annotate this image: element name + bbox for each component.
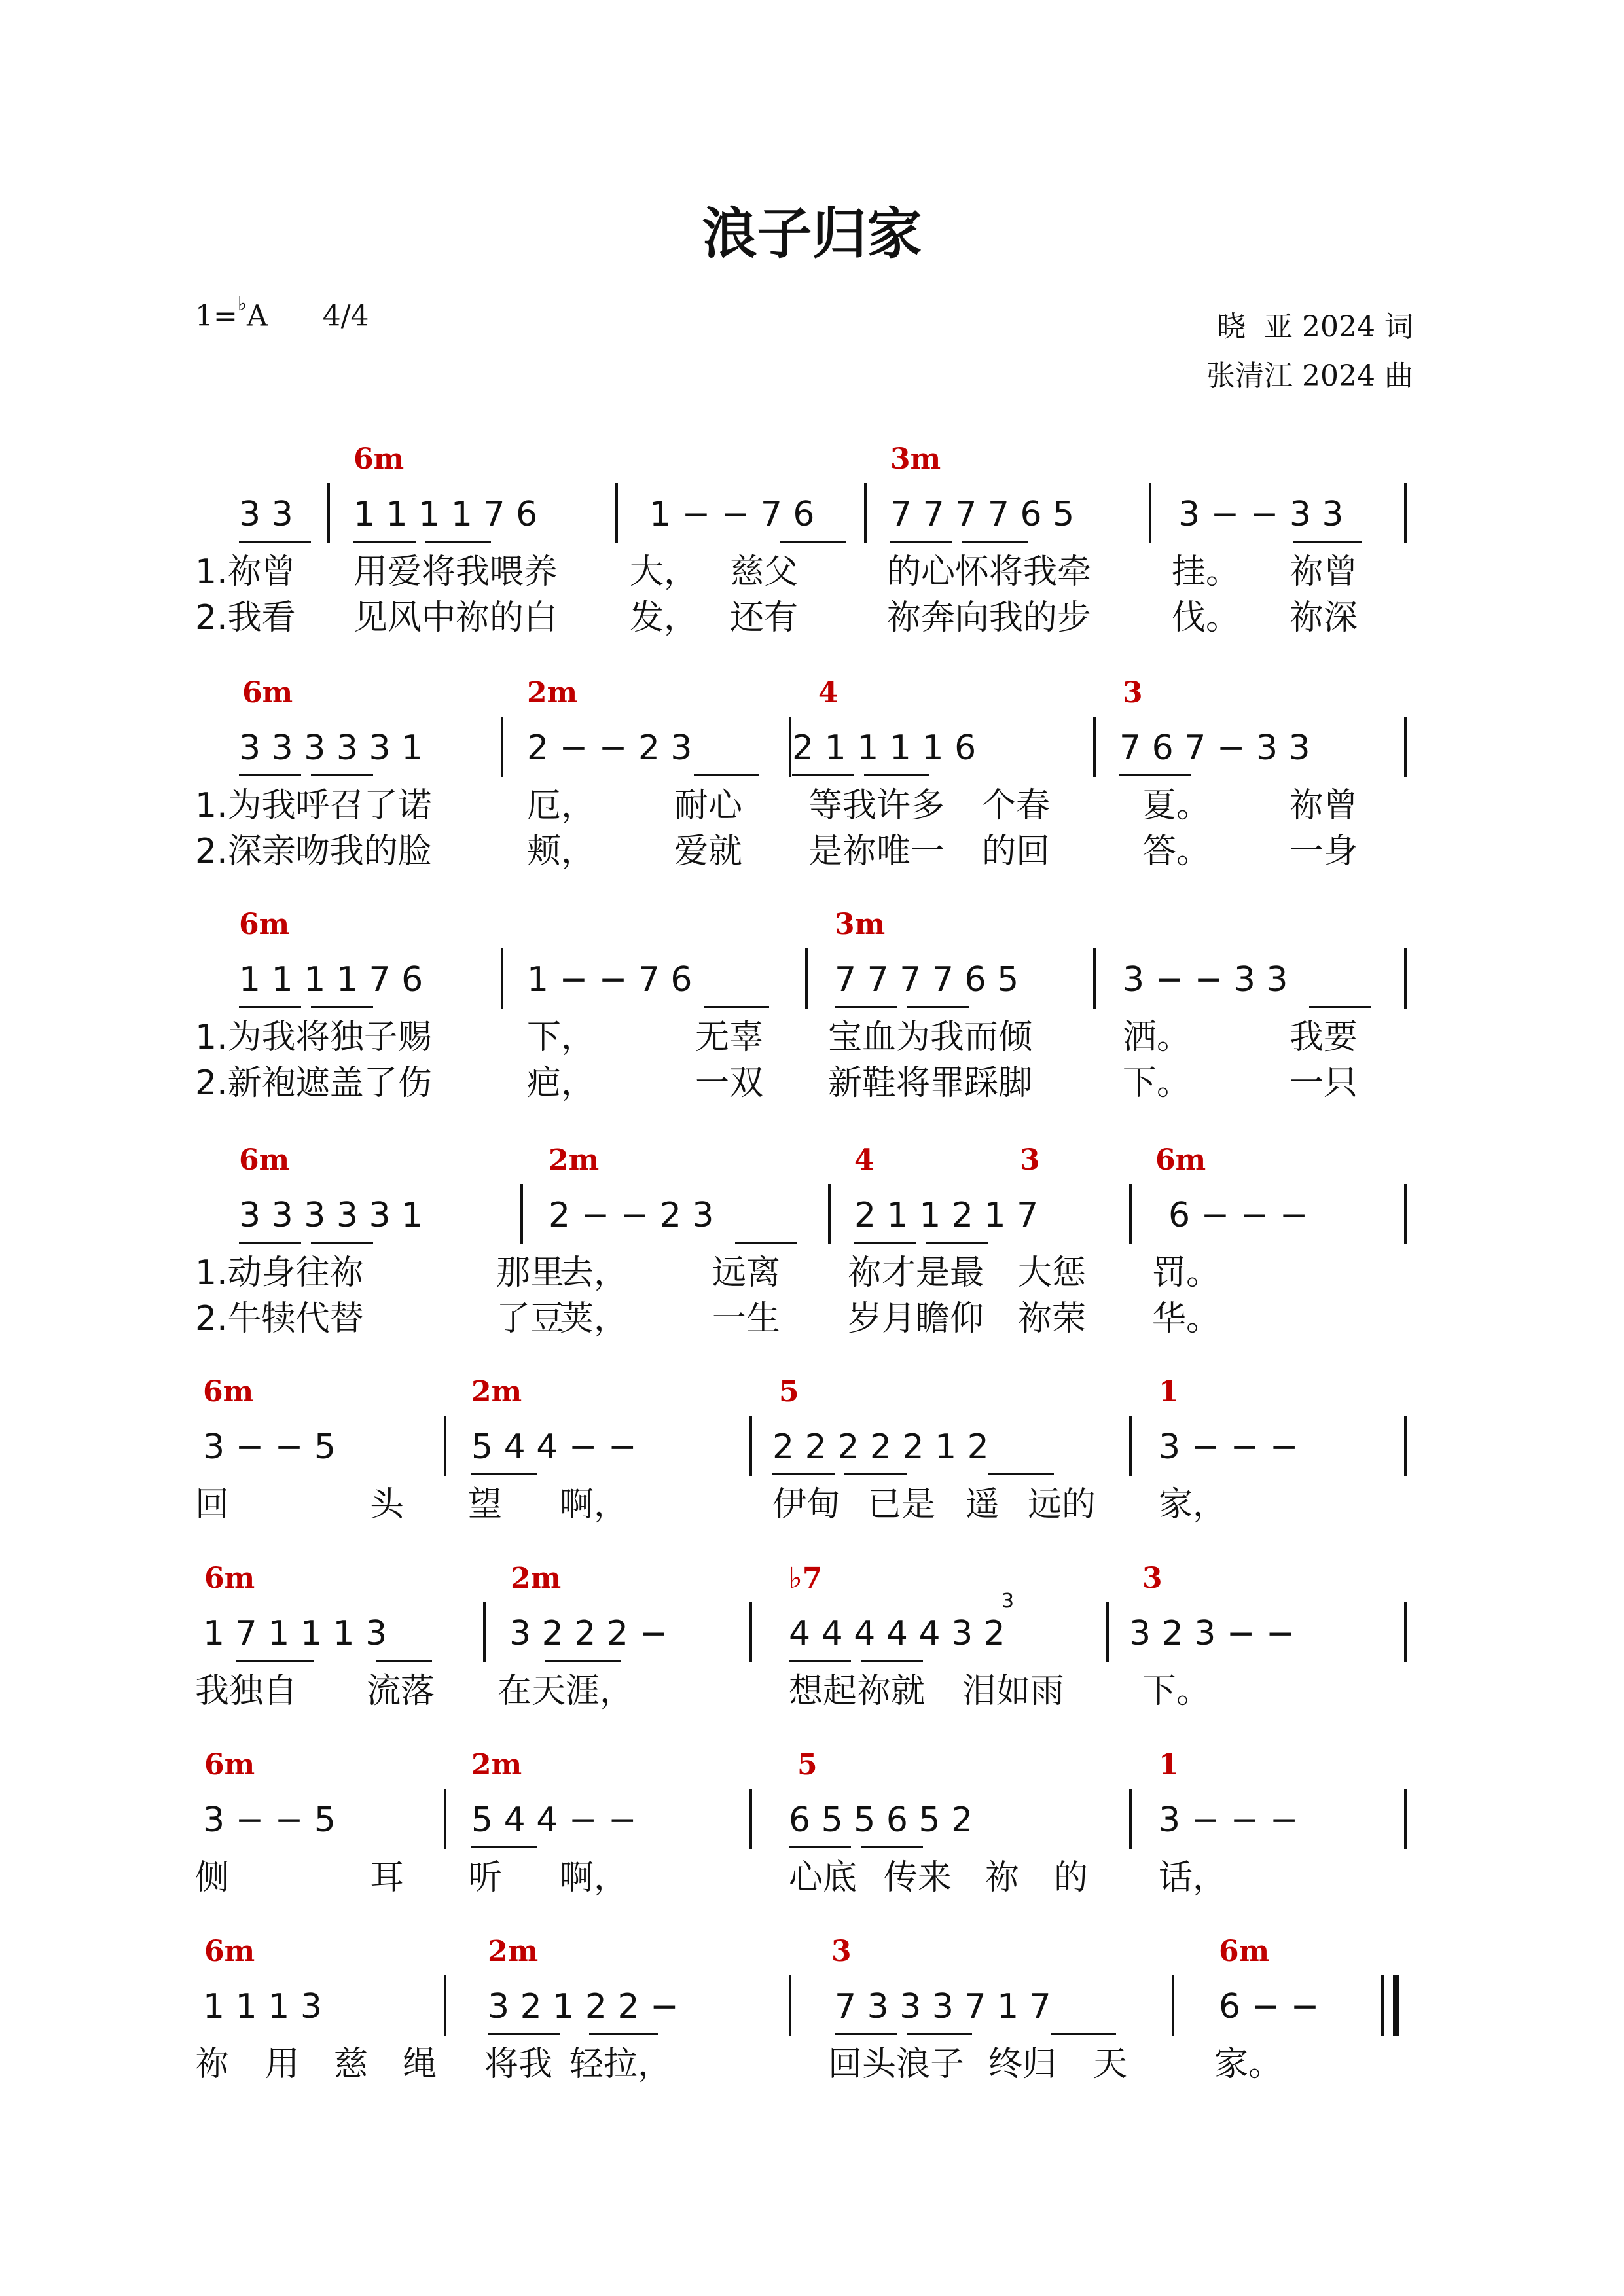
bar-line [1106, 1602, 1109, 1662]
lyric-syllable: 远的 [1028, 1485, 1096, 1524]
note-group: 5 4 4 − − [471, 1801, 637, 1840]
note-group: 7 6 7 − 3 3 [1119, 728, 1310, 768]
lyric-syllable: 啊， [560, 1858, 628, 1897]
lyric-syllable: 祢才是最 [848, 1253, 984, 1293]
note-group: 1 1 1 1 7 6 [353, 495, 538, 534]
lyric-syllable: 侧 [195, 1858, 230, 1897]
lyric-syllable: 天 [1093, 2045, 1128, 2084]
lyric-syllable: 想起祢就 [789, 1672, 926, 1711]
bar-line [1404, 717, 1407, 777]
bar-line [1404, 948, 1407, 1009]
note-group: 3 3 3 3 3 1 [239, 1196, 424, 1235]
beam-underline [1309, 1006, 1371, 1008]
beam-underline [239, 541, 311, 543]
beam-underline [1293, 541, 1362, 543]
chord-symbol: 4 [854, 1143, 875, 1177]
lyric-syllable: 伊甸 [772, 1485, 841, 1524]
note-group: 1 7 1 1 1 3 [203, 1614, 388, 1653]
beam-underline [926, 1242, 988, 1244]
lyric-syllable: 下。 [1142, 1672, 1211, 1711]
beam-underline [471, 1473, 537, 1475]
lyric-syllable: 见风中祢的白 [353, 598, 558, 637]
chord-symbol: 5 [797, 1748, 818, 1782]
lyric-syllable: 听 [468, 1858, 503, 1897]
lyric-syllable: 下。 [1123, 1064, 1191, 1103]
lyric-syllable: 2.新袍遮盖了伤 [195, 1064, 432, 1103]
beam-underline [471, 1846, 537, 1848]
bar-line [828, 1184, 831, 1244]
lyric-syllable: 个春 [982, 786, 1051, 825]
lyric-syllable: 岁月瞻仰 [848, 1299, 984, 1338]
chord-symbol: 6m [203, 1375, 254, 1408]
bar-line [1393, 1975, 1399, 2036]
chord-symbol: 2m [471, 1748, 522, 1782]
note-group: 1 − − 7 6 [649, 495, 815, 534]
beam-underline [311, 774, 373, 776]
beam-underline [861, 1660, 923, 1662]
lyric-syllable: 1.祢曾 [195, 552, 296, 592]
note-group: 3 − − 3 3 [1123, 960, 1288, 999]
lyric-syllable: 终归 [988, 2045, 1057, 2084]
beam-underline [789, 1846, 851, 1848]
bar-line [1404, 483, 1407, 543]
beam-underline [704, 1006, 769, 1008]
chord-symbol: 3 [1142, 1562, 1163, 1595]
beam-underline [844, 1473, 907, 1475]
lyric-syllable: 1.为我呼召了诺 [195, 786, 432, 825]
lyric-syllable: 祢奔向我的步 [887, 598, 1092, 637]
lyric-syllable: 流落 [367, 1672, 435, 1711]
lyric-syllable: 祢深 [1290, 598, 1358, 637]
lyric-syllable: 一身 [1290, 832, 1358, 871]
lyric-syllable: 2.我看 [195, 598, 296, 637]
note-group: 5 4 4 − − [471, 1427, 637, 1467]
beam-underline [488, 2033, 560, 2035]
note-group: 3 − − − [1159, 1801, 1299, 1840]
bar-line [805, 948, 808, 1009]
beam-underline [694, 774, 759, 776]
lyric-syllable: 祢 [195, 2045, 230, 2084]
beam-underline [780, 541, 846, 543]
lyricist-credit: 晓 亚 2024 词 [1217, 310, 1413, 344]
lyric-syllable: 头 [370, 1485, 405, 1524]
lyric-syllable: 的回 [982, 832, 1051, 871]
time-signature: 4/4 [322, 299, 369, 333]
beam-underline [907, 1006, 969, 1008]
lyric-syllable: 厄， [527, 786, 596, 825]
bar-line [1129, 1416, 1132, 1476]
chord-symbol: 3 [831, 1935, 852, 1968]
bar-line [1404, 1416, 1407, 1476]
chord-symbol: 1 [1159, 1375, 1179, 1408]
beam-underline [589, 2033, 658, 2035]
lyric-syllable: 1.为我将独子赐 [195, 1018, 432, 1057]
beam-underline [861, 1846, 923, 1848]
lyric-syllable: 夏。 [1142, 786, 1211, 825]
beam-underline [376, 1660, 432, 1662]
chord-symbol: 6m [353, 442, 405, 476]
chord-symbol: 6m [239, 908, 290, 941]
bar-line [1149, 483, 1151, 543]
bar-line [444, 1789, 446, 1849]
final-bar-line [1381, 1975, 1384, 2036]
lyric-syllable: 轻拉， [569, 2045, 672, 2084]
lyric-syllable: 我独自 [195, 1672, 298, 1711]
lyric-syllable: 远离 [712, 1253, 781, 1293]
beam-underline [962, 541, 1028, 543]
note-group: 1 1 1 1 7 6 [239, 960, 424, 999]
bar-line [749, 1416, 752, 1476]
chord-symbol: 5 [779, 1375, 799, 1408]
note-group: 3 3 3 3 3 1 [239, 728, 424, 768]
lyric-syllable: 一生 [712, 1299, 781, 1338]
bar-line [1404, 1789, 1407, 1849]
bar-line [1129, 1184, 1132, 1244]
bar-line [789, 717, 791, 777]
chord-symbol: 3m [835, 908, 886, 941]
beam-underline [239, 1006, 301, 1008]
lyric-syllable: 回头浪子 [828, 2045, 965, 2084]
chord-symbol: ♭7 [789, 1562, 823, 1595]
beam-underline [854, 1242, 916, 1244]
chord-symbol: 3m [890, 442, 941, 476]
bar-line [615, 483, 618, 543]
beam-underline [907, 2033, 972, 2035]
lyric-syllable: 传来 [884, 1858, 952, 1897]
lyric-syllable: 家， [1159, 1485, 1227, 1524]
lyric-syllable: 伐。 [1172, 598, 1240, 637]
beam-underline [835, 2033, 897, 2035]
chord-symbol: 2m [488, 1935, 539, 1968]
lyric-syllable: 颊， [527, 832, 596, 871]
lyric-syllable: 2.深亲吻我的脸 [195, 832, 432, 871]
chord-symbol: 6m [204, 1562, 255, 1595]
bar-line [444, 1416, 446, 1476]
beam-underline [311, 1242, 373, 1244]
note-group: 2 − − 2 3 [549, 1196, 714, 1235]
composer-credit: 张清江 2024 曲 [1206, 359, 1413, 393]
lyric-syllable: 无辜 [695, 1018, 764, 1057]
lyric-syllable: 等我许多 [808, 786, 945, 825]
bar-line [749, 1602, 752, 1662]
note-group: 7 3 3 3 7 1 7 [835, 1987, 1051, 2026]
lyric-syllable: 疤， [527, 1064, 596, 1103]
beam-underline [864, 774, 929, 776]
lyric-syllable: 的心怀将我牵 [887, 552, 1092, 592]
note-group: 1 1 1 3 [203, 1987, 322, 2026]
lyric-syllable: 我要 [1290, 1018, 1358, 1057]
lyric-syllable: 用 [265, 2045, 300, 2084]
note-group: 7 7 7 7 6 5 [890, 495, 1075, 534]
chord-symbol: 3 [1020, 1143, 1040, 1177]
note-group: 3 − − 3 3 [1178, 495, 1344, 534]
beam-underline [239, 774, 301, 776]
lyric-syllable: 心底 [789, 1858, 857, 1897]
lyric-syllable: 泪如雨 [962, 1672, 1065, 1711]
lyric-syllable: 还有 [730, 598, 799, 637]
lyric-syllable: 洒。 [1123, 1018, 1191, 1057]
bar-line [501, 717, 503, 777]
bar-line [1093, 717, 1096, 777]
bar-line [1129, 1789, 1132, 1849]
beam-underline [545, 1660, 621, 1662]
chord-symbol: 6m [1219, 1935, 1270, 1968]
lyric-syllable: 2.牛犊代替 [195, 1299, 364, 1338]
lyric-syllable: 是祢唯一 [808, 832, 945, 871]
beam-underline [239, 1242, 301, 1244]
note-group: 3 − − 5 [203, 1427, 336, 1467]
note-group: 7 7 7 7 6 5 [835, 960, 1019, 999]
lyric-syllable: 华。 [1152, 1299, 1221, 1338]
lyric-syllable: 大， [630, 552, 698, 592]
lyric-syllable: 祢荣 [1018, 1299, 1087, 1338]
beam-underline [789, 1660, 851, 1662]
lyric-syllable: 慈 [334, 2045, 369, 2084]
lyric-syllable: 遥 [965, 1485, 1000, 1524]
chord-symbol: 2m [471, 1375, 522, 1408]
beam-underline [890, 541, 952, 543]
lyric-syllable: 荚， [560, 1299, 628, 1338]
bar-line [444, 1975, 446, 2036]
beam-underline [772, 1473, 835, 1475]
bar-line [483, 1602, 486, 1662]
beam-underline [1051, 2033, 1116, 2035]
bar-line [864, 483, 867, 543]
lyric-syllable: 话， [1159, 1858, 1227, 1897]
chord-symbol: 2m [527, 676, 578, 709]
note-group: 6 5 5 6 5 2 [789, 1801, 973, 1840]
note-group: 2 − − 2 3 [527, 728, 693, 768]
lyric-syllable: 回 [195, 1485, 230, 1524]
note-group: 3 2 2 2 − [509, 1614, 668, 1653]
lyric-syllable: 去， [560, 1253, 628, 1293]
lyric-syllable: 答。 [1142, 832, 1211, 871]
lyric-syllable: 耐心 [674, 786, 743, 825]
song-title: 浪子归家 [702, 202, 922, 266]
bar-line [1093, 948, 1096, 1009]
beam-underline [988, 1473, 1054, 1475]
chord-symbol: 3 [1123, 676, 1143, 709]
bar-line [520, 1184, 523, 1244]
lyric-syllable: 在天涯， [497, 1672, 634, 1711]
note-group: 3 3 [239, 495, 293, 534]
lyric-syllable: 已是 [867, 1485, 936, 1524]
lyric-syllable: 耳 [370, 1858, 405, 1897]
lyric-syllable: 啊， [560, 1485, 628, 1524]
note-group: 2 1 1 1 1 6 [792, 728, 977, 768]
bar-line [1404, 1184, 1407, 1244]
beam-underline [236, 1660, 314, 1662]
lyric-syllable: 祢 [985, 1858, 1020, 1897]
lyric-syllable: 罚。 [1152, 1253, 1221, 1293]
beam-underline [311, 1006, 373, 1008]
lyric-syllable: 绳 [403, 2045, 437, 2084]
lyric-syllable: 祢曾 [1290, 552, 1358, 592]
lyric-syllable: 一只 [1290, 1064, 1358, 1103]
note-group: 2 1 1 2 1 7 [854, 1196, 1039, 1235]
beam-underline [425, 541, 491, 543]
bar-line [789, 1975, 791, 2036]
chord-symbol: 2m [511, 1562, 562, 1595]
lyric-syllable: 将我 [484, 2045, 553, 2084]
note-group: 3 2 1 2 2 − [488, 1987, 679, 2026]
lyric-syllable: 爱就 [674, 832, 743, 871]
chord-symbol: 6m [239, 1143, 290, 1177]
note-group: 3 − − − [1159, 1427, 1299, 1467]
lyric-syllable: 慈父 [730, 552, 799, 592]
chord-symbol: 6m [204, 1935, 255, 1968]
note-group: 6 − − − [1168, 1196, 1308, 1235]
lyric-syllable: 新鞋将罪踩脚 [828, 1064, 1033, 1103]
chord-symbol: 1 [1159, 1748, 1179, 1782]
beam-underline [735, 1242, 797, 1244]
chord-symbol: 6m [204, 1748, 255, 1782]
note-group: 6 − − [1219, 1987, 1320, 2026]
lyric-syllable: 用爱将我喂养 [353, 552, 558, 592]
bar-line [1172, 1975, 1174, 2036]
note-group: 3 2 3 − − [1129, 1614, 1295, 1653]
bar-line [501, 948, 503, 1009]
lyric-syllable: 祢曾 [1290, 786, 1358, 825]
lyric-syllable: 那里 [496, 1253, 565, 1293]
beam-underline [835, 1006, 897, 1008]
bar-line [1404, 1602, 1407, 1662]
beam-underline [353, 541, 416, 543]
beam-underline [1119, 774, 1191, 776]
note-group: 2 2 2 2 2 1 2 [772, 1427, 989, 1467]
lyric-syllable: 大惩 [1018, 1253, 1087, 1293]
lyric-syllable: 宝血为我而倾 [828, 1018, 1033, 1057]
lyric-syllable: 下， [527, 1018, 596, 1057]
triplet-mark: 3 [1001, 1590, 1015, 1613]
chord-symbol: 2m [549, 1143, 600, 1177]
chord-symbol: 6m [1155, 1143, 1206, 1177]
bar-line [749, 1789, 752, 1849]
lyric-syllable: 家。 [1214, 2045, 1283, 2084]
chord-symbol: 4 [818, 676, 839, 709]
lyric-syllable: 了豆 [496, 1299, 565, 1338]
lyric-syllable: 挂。 [1172, 552, 1240, 592]
note-group: 4 4 4 4 4 3 2 [789, 1614, 1005, 1653]
lyric-syllable: 发， [630, 598, 698, 637]
lyric-syllable: 的 [1054, 1858, 1089, 1897]
lyric-syllable: 一双 [695, 1064, 764, 1103]
lyric-syllable: 望 [468, 1485, 503, 1524]
bar-line [327, 483, 330, 543]
beam-underline [792, 774, 854, 776]
lyric-syllable: 1.动身往祢 [195, 1253, 364, 1293]
chord-symbol: 6m [242, 676, 293, 709]
note-group: 3 − − 5 [203, 1801, 336, 1840]
key-signature: 1=♭A 4/4 [195, 293, 369, 333]
note-group: 1 − − 7 6 [527, 960, 693, 999]
